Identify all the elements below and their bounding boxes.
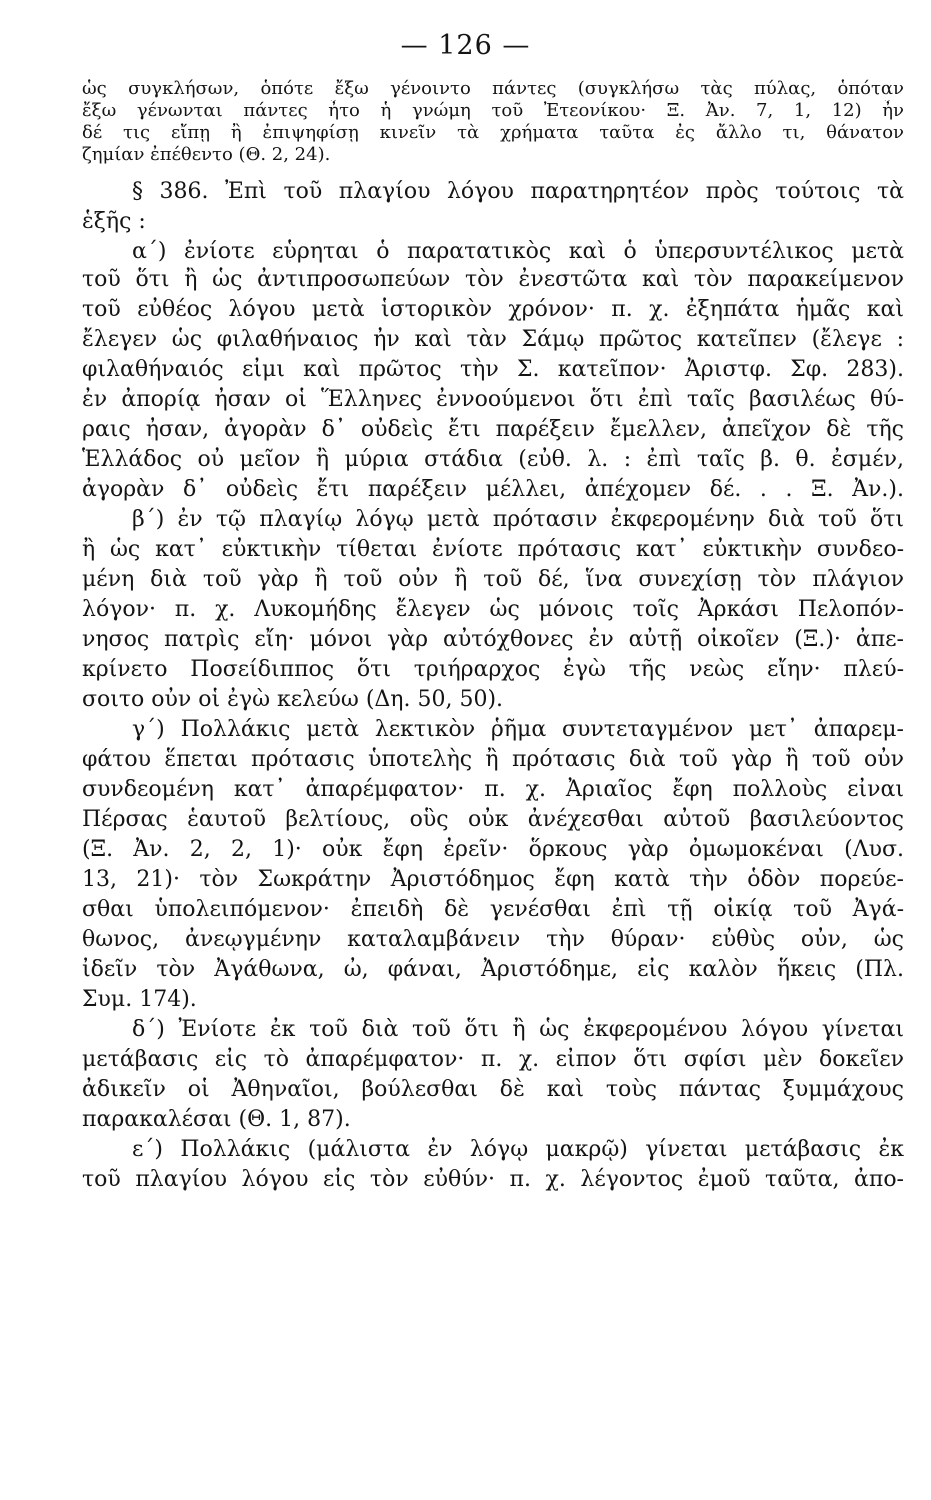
- text-line: δέ τις εἴπῃ ἢ ἐπιψηφίσῃ κινεῖν τὰ χρήματα ταῦτα ἐς ἄλλο τι, θάνατον: [82, 122, 904, 143]
- text-line: ἢ ὡς κατ᾽ εὐκτικὴν τίθεται ἐνίοτε πρότασις κατ᾽ εὐκτικὴν συνδεο-: [82, 537, 904, 562]
- text-line: ἀδικεῖν οἱ Ἀθηναῖοι, βούλεσθαι δὲ καὶ τοὺς πάντας ξυμμάχους: [82, 1077, 904, 1102]
- text-line: § 386. Ἐπὶ τοῦ πλαγίου λόγου παρατηρητέον πρὸς τούτοις τὰ: [132, 179, 904, 204]
- text-line: ἀγορὰν δ᾽ οὐδεὶς ἔτι παρέξειν μέλλει, ἀπέχομεν δέ. . . Ξ. Ἀν.).: [82, 477, 904, 502]
- text-line: ραις ἦσαν, ἀγορὰν δ᾽ οὐδεὶς ἔτι παρέξειν ἔμελλεν, ἀπεῖχον δὲ τῆς: [82, 417, 904, 442]
- text-line: θωνος, ἀνεῳγμένην καταλαμβάνειν τὴν θύραν· εὐθὺς οὖν, ὡς: [82, 927, 904, 952]
- text-line: Ἑλλάδος οὐ μεῖον ἢ μύρια στάδια (εὐθ. λ. : ἐπὶ ταῖς β. θ. ἐσμέν,: [82, 447, 904, 472]
- text-line: ἰδεῖν τὸν Ἀγάθωνα, ὦ, φάναι, Ἀριστόδημε, εἰς καλὸν ἥκεις (Πλ.: [82, 957, 904, 982]
- text-line: τοῦ πλαγίου λόγου εἰς τὸν εὐθύν· π. χ. λέγοντος ἐμοῦ ταῦτα, ἀπο-: [82, 1167, 904, 1192]
- text-line: Συμ. 174).: [82, 987, 197, 1012]
- text-line: ἔξω γένωνται πάντες ἦτο ἡ γνώμη τοῦ Ἐτεονίκου· Ξ. Ἀν. 7, 1, 12) ἦν: [82, 100, 904, 121]
- text-line: τοῦ εὐθέος λόγου μετὰ ἱστορικὸν χρόνον· π. χ. ἐξηπάτα ἡμᾶς καὶ: [82, 297, 904, 322]
- text-line: ἐν ἀπορίᾳ ἦσαν οἱ Ἕλληνες ἐννοούμενοι ὅτι ἐπὶ ταῖς βασιλέως θύ-: [82, 387, 904, 412]
- text-line: β΄) ἐν τῷ πλαγίῳ λόγῳ μετὰ πρότασιν ἐκφερομένην διὰ τοῦ ὅτι: [132, 507, 904, 532]
- text-line: φάτου ἕπεται πρότασις ὑποτελὴς ἢ πρότασις διὰ τοῦ γὰρ ἢ τοῦ οὖν: [82, 747, 904, 772]
- text-line: φιλαθήναιός εἰμι καὶ πρῶτος τὴν Σ. κατεῖπον· Ἀριστφ. Σφ. 283).: [82, 357, 904, 382]
- text-line: σθαι ὑπολειπόμενον· ἐπειδὴ δὲ γενέσθαι ἐπὶ τῇ οἰκίᾳ τοῦ Ἀγά-: [82, 897, 904, 922]
- text-line: (Ξ. Ἀν. 2, 2, 1)· οὐκ ἔφη ἐρεῖν· ὅρκους γὰρ ὀμωμοκέναι (Λυσ.: [82, 837, 904, 862]
- text-line: λόγον· π. χ. Λυκομήδης ἔλεγεν ὡς μόνοις τοῖς Ἀρκάσι Πελοπόν-: [82, 597, 904, 622]
- text-line: συνδεομένη κατ᾽ ἀπαρέμφατον· π. χ. Ἀριαῖος ἔφη πολλοὺς εἶναι: [82, 777, 904, 802]
- text-line: μετάβασις εἰς τὸ ἀπαρέμφατον· π. χ. εἶπον ὅτι σφίσι μὲν δοκεῖεν: [82, 1047, 904, 1072]
- text-line: ἑξῆς :: [82, 209, 146, 234]
- text-line: 13, 21)· τὸν Σωκράτην Ἀριστόδημος ἔφη κατὰ τὴν ὁδὸν πορεύε-: [82, 867, 904, 892]
- text-line: Πέρσας ἑαυτοῦ βελτίους, οὓς οὐκ ἀνέχεσθαι αὐτοῦ βασιλεύοντος: [82, 807, 904, 832]
- page-number: — 126 —: [400, 30, 531, 61]
- text-line: μένη διὰ τοῦ γὰρ ἢ τοῦ οὖν ἢ τοῦ δέ, ἵνα συνεχίσῃ τὸν πλάγιον: [82, 567, 904, 592]
- text-line: ἔλεγεν ὡς φιλαθήναιος ἦν καὶ τὰν Σάμῳ πρῶτος κατεῖπεν (ἔλεγε :: [82, 327, 904, 352]
- text-line: ζημίαν ἐπέθεντο (Θ. 2, 24).: [82, 144, 331, 165]
- text-line: γ΄) Πολλάκις μετὰ λεκτικὸν ῥῆμα συντεταγμένον μετ᾽ ἀπαρεμ-: [132, 717, 904, 742]
- text-line: κρίνετο Ποσείδιππος ὅτι τριήραρχος ἐγὼ τῆς νεὼς εἴην· πλεύ-: [82, 657, 904, 682]
- text-line: παρακαλέσαι (Θ. 1, 87).: [82, 1107, 351, 1132]
- text-line: ε΄) Πολλάκις (μάλιστα ἐν λόγῳ μακρῷ) γίνεται μετάβασις ἐκ: [132, 1137, 904, 1162]
- text-line: δ΄) Ἐνίοτε ἐκ τοῦ διὰ τοῦ ὅτι ἢ ὡς ἐκφερομένου λόγου γίνεται: [132, 1017, 904, 1042]
- text-line: τοῦ ὅτι ἢ ὡς ἀντιπροσωπεύων τὸν ἐνεστῶτα καὶ τὸν παρακείμενον: [82, 267, 904, 292]
- text-line: σοιτο οὖν οἷ ἐγὼ κελεύω (Δη. 50, 50).: [82, 687, 504, 712]
- text-line: ὡς συγκλήσων, ὁπότε ἔξω γένοιντο πάντες (συγκλήσω τὰς πύλας, ὁπόταν: [82, 78, 904, 99]
- text-line: νησος πατρὶς εἴη· μόνοι γὰρ αὐτόχθονες ἐν αὐτῇ οἰκοῖεν (Ξ.)· ἀπε-: [82, 627, 904, 652]
- text-line: α΄) ἐνίοτε εὑρηται ὁ παρατατικὸς καὶ ὁ ὑπερσυντέλικος μετὰ: [132, 239, 904, 264]
